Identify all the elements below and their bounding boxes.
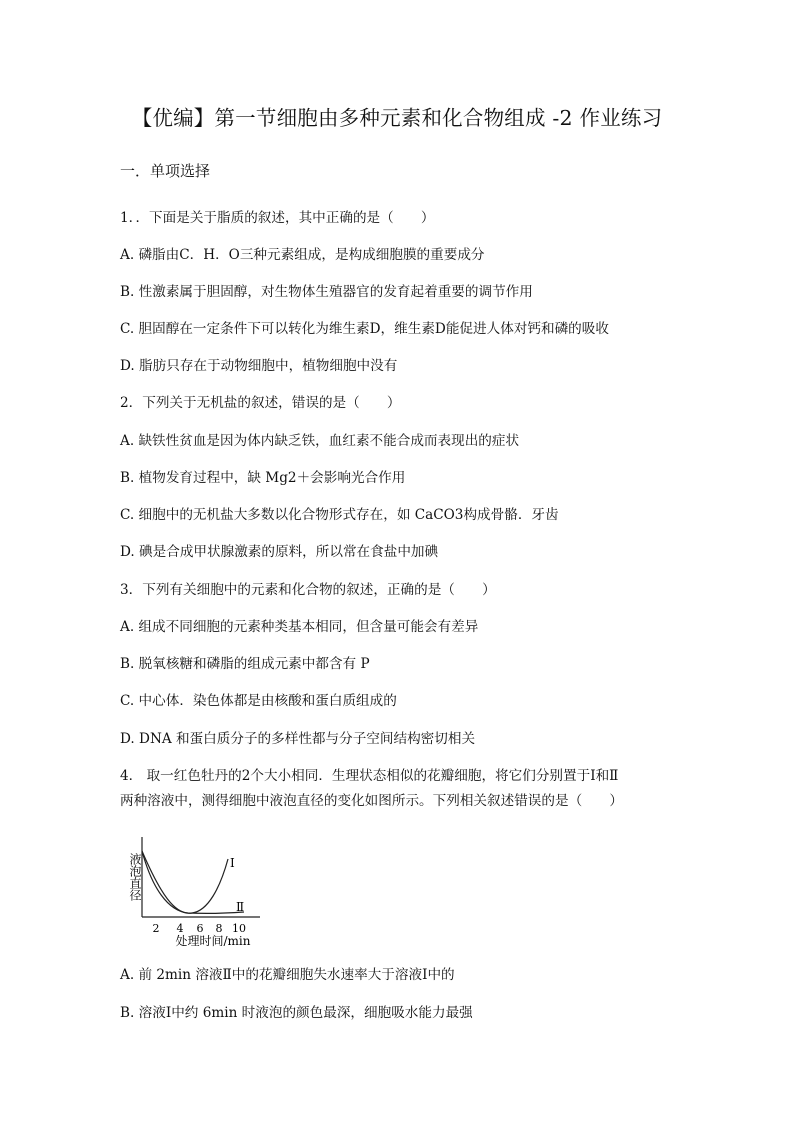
question-1-option-b: B. 性激素属于胆固醇，对生物体生殖器官的发育起着重要的调节作用 xyxy=(120,284,533,300)
question-3-option-c: C. 中心体．染色体都是由核酸和蛋白质组成的 xyxy=(120,693,397,709)
figure-x-tick: 8 xyxy=(215,922,223,935)
question-1-option-c: C. 胆固醇在一定条件下可以转化为维生素D，维生素D能促进人体对钙和磷的吸收 xyxy=(120,321,609,337)
figure-curve-1-label: Ⅰ xyxy=(230,856,235,870)
question-4-option-a: A. 前 2min 溶液Ⅱ中的花瓣细胞失水速率大于溶液Ⅰ中的 xyxy=(120,967,455,983)
section-heading: 一．单项选择 xyxy=(120,162,211,180)
question-2-option-c: C. 细胞中的无机盐大多数以化合物形式存在，如 CaCO3构成骨骼．牙齿 xyxy=(120,507,559,523)
question-2-option-a: A. 缺铁性贫血是因为体内缺乏铁，血红素不能合成而表现出的症状 xyxy=(120,433,520,449)
question-2-option-b: B. 植物发育过程中，缺 Mg2＋会影响光合作用 xyxy=(120,470,406,486)
vacuole-diameter-figure xyxy=(120,833,265,948)
question-3-option-a: A. 组成不同细胞的元素种类基本相同，但含量可能会有差异 xyxy=(120,619,479,635)
figure-x-tick: 6 xyxy=(196,922,204,935)
question-4-stem-line-1: 4． 取一红色牡丹的2个大小相同．生理状态相似的花瓣细胞，将它们分别置于Ⅰ和Ⅱ xyxy=(120,768,619,784)
question-4-option-b: B. 溶液Ⅰ中约 6min 时液泡的颜色最深，细胞吸水能力最强 xyxy=(120,1005,473,1021)
figure-curve-1 xyxy=(142,851,228,913)
question-1-option-a: A. 磷脂由C．H．O三种元素组成，是构成细胞膜的重要成分 xyxy=(120,247,485,263)
question-2-stem: 2．下列关于无机盐的叙述，错误的是（ ） xyxy=(120,395,401,411)
figure-x-tick: 4 xyxy=(176,922,184,935)
question-1-option-d: D. 脂肪只存在于动物细胞中，植物细胞中没有 xyxy=(120,358,398,374)
figure-x-tick: 2 xyxy=(152,922,160,935)
question-3-stem: 3．下列有关细胞中的元素和化合物的叙述，正确的是（ ） xyxy=(120,582,496,598)
figure-y-label: 液泡直径 xyxy=(128,853,142,901)
figure-x-label: 处理时间/min xyxy=(175,934,251,948)
question-1-stem: 1．．下面是关于脂质的叙述，其中正确的是（ ） xyxy=(120,210,435,226)
question-3-option-b: B. 脱氧核糖和磷脂的组成元素中都含有 P xyxy=(120,656,370,672)
figure-curve-2-label: Ⅱ xyxy=(236,900,245,914)
question-3-option-d: D. DNA 和蛋白质分子的多样性都与分子空间结构密切相关 xyxy=(120,731,476,747)
document-title: 【优编】第一节细胞由多种元素和化合物组成 -2 作业练习 xyxy=(131,106,663,130)
question-2-option-d: D. 碘是合成甲状腺激素的原料，所以常在食盐中加碘 xyxy=(120,544,439,560)
figure-x-tick: 10 xyxy=(232,922,246,935)
question-4-stem-line-2: 两种溶液中，测得细胞中液泡直径的变化如图所示。下列相关叙述错误的是（ ） xyxy=(120,793,623,809)
